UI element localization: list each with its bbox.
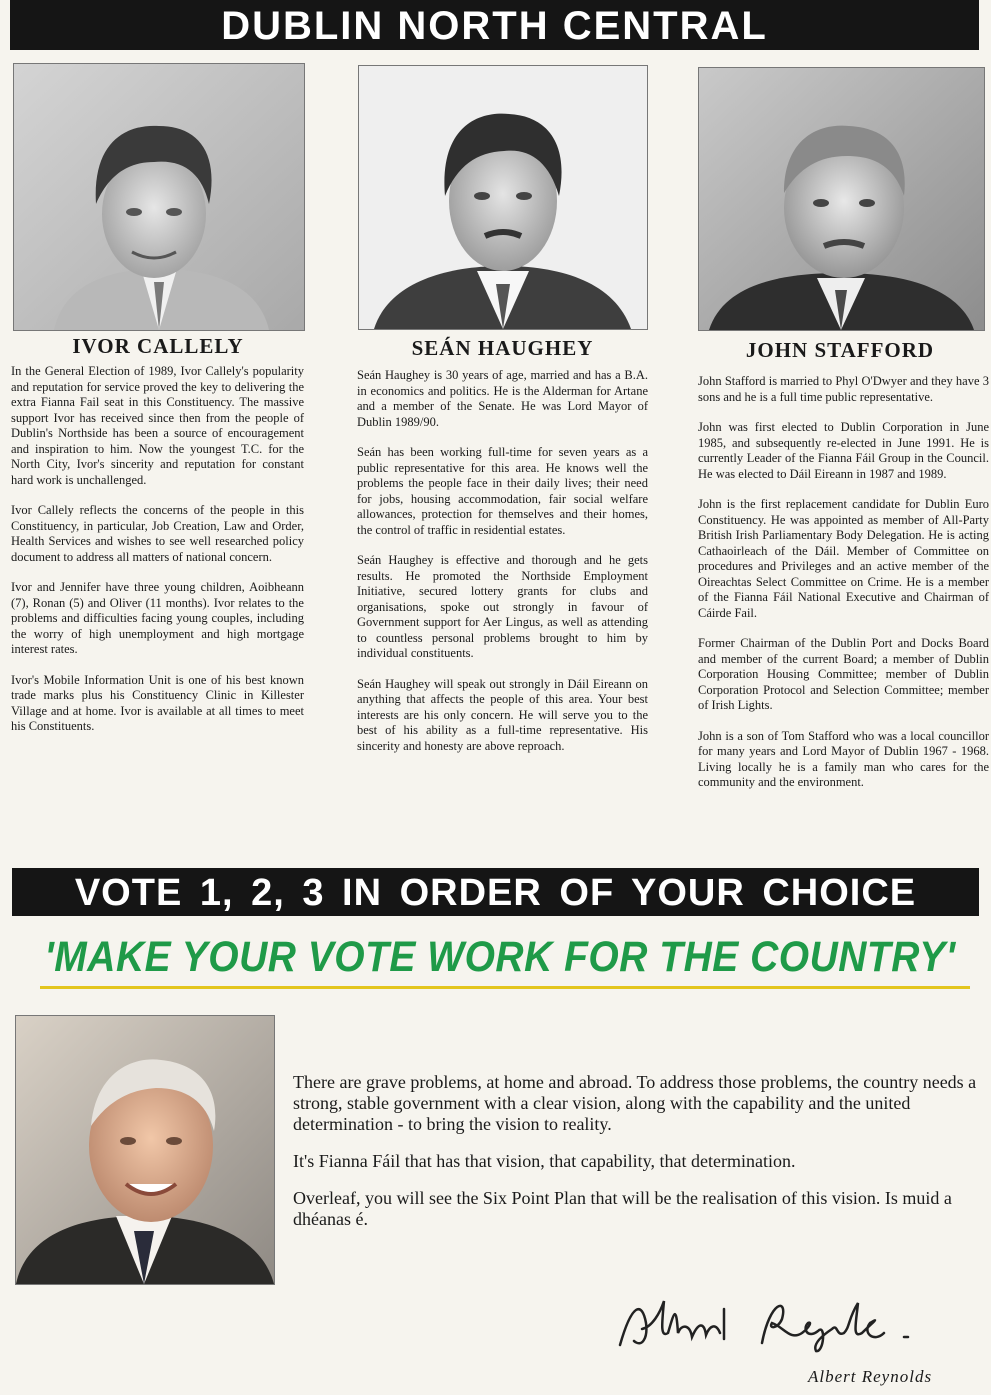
bio-paragraph: In the General Election of 1989, Ivor Callely's popularity and reputation for service proved the key to delivering the extra Fianna Fail seat in this Constituency. The massive support Ivor has received since then from the people of Dublin's Northside has been a source of encouragement and inspiration to him. Now the youngest T.C. for the North City, Ivor's sincerity and reputation for constant hard work is unchallenged. (11, 364, 304, 487)
candidate-name-haughey: SEÁN HAUGHEY (411, 336, 594, 360)
slogan-underline (40, 986, 970, 989)
bio-paragraph: Former Chairman of the Dublin Port and Docks Board and member of the current Board; a member of Dublin Corporation Housing Committee; member of Dublin Corporation Protocol and Selection Committee; member of Irish Lights. (698, 636, 989, 712)
candidate-name-callely: IVOR CALLELY (72, 334, 244, 358)
header-banner: DUBLIN NORTH CENTRAL (10, 0, 979, 50)
bio-paragraph: Seán has been working full-time for seven years as a public representative for this area. He knows well the problems the people face in their daily lives; their need for jobs, housing accommodation, fair social welfare allowances, protection for themselves and their homes, the control of traffic in residential estates. (357, 445, 648, 537)
bio-paragraph: Seán Haughey is effective and thorough and he gets results. He promoted the Northside Employment Initiative, secured lottery grants for clubs and organisations, spoke out strongly in favour of Government support for Aer Lingus, as well as attending to countless personal problems brought to him by individual constituents. (357, 553, 648, 660)
vote-banner: VOTE 1, 2, 3 IN ORDER OF YOUR CHOICE (12, 868, 979, 916)
leader-photo (15, 1015, 275, 1285)
candidate-photo-haughey (358, 65, 648, 330)
bio-paragraph: Ivor Callely reflects the concerns of the people in this Constituency, in particular, Job Creation, Law and Order, Health Services and wishes to see well researched policy document to address all matters of national concern. (11, 503, 304, 564)
candidate-photo-stafford (698, 67, 985, 331)
candidate-photo-callely (13, 63, 305, 331)
message-paragraph: Overleaf, you will see the Six Point Plan that will be the realisation of this vision. Is muid a dhéanas é. (293, 1188, 952, 1229)
message-paragraph: There are grave problems, at home and abroad. To address those problems, the country needs a strong, stable government with a clear vision, along with the capability and the united determination - to bring the vision to reality. (293, 1072, 977, 1134)
bio-paragraph: Seán Haughey is 30 years of age, married and has a B.A. in economics and politics. He is the Alderman for Artane and a member of the Senate. He was Lord Mayor of Dublin 1989/90. (357, 368, 648, 429)
candidate-bio-haughey (357, 368, 648, 769)
handwritten-signature (612, 1293, 942, 1355)
candidate-name-stafford: JOHN STAFFORD (745, 338, 935, 362)
bio-paragraph: Ivor's Mobile Information Unit is one of his best known trade marks plus his Constituency Clinic in Killester Village and at home. Ivor is available at all times to meet his Constituents. (11, 672, 304, 733)
slogan: 'MAKE YOUR VOTE WORK FOR THE COUNTRY' (44, 933, 956, 982)
bio-paragraph: Ivor and Jennifer have three young children, Aoibheann (7), Ronan (5) and Oliver (11 months). Ivor relates to the problems and difficulties facing young couples, including the worry of high unemployment and high mortgage interest rates. (11, 580, 304, 656)
candidate-bio-callely (11, 364, 304, 750)
bio-paragraph: John is a son of Tom Stafford who was a local councillor for many years and Lord Mayor of Dublin 1967 - 1968. Living locally he is a family man who cares for the community and the environment. (698, 728, 989, 789)
bio-paragraph: John Stafford is married to Phyl O'Dwyer and they have 3 sons and he is a full time public representative. (698, 374, 989, 404)
bio-paragraph: Seán Haughey will speak out strongly in Dáil Eireann on anything that affects the people of this area. Your best interests are his only concern. He will serve you to the best of his ability as a full-time representative. His sincerity and honesty are above reproach. (357, 676, 648, 753)
bio-paragraph: John is the first replacement candidate for Dublin Euro Constituency. He was appointed as member of All-Party British Irish Parliamentary Body Delegation. He is acting Cathaoirleach of the Dáil. Member of Committee on procedures and Privileges and an active member of the Oireachtas Select Committee on Crime. He is a member of the Fianna Fáil National Executive and Chairman of Cáirde Fail. (698, 497, 989, 620)
leader-message (293, 1072, 983, 1246)
bio-paragraph: John was first elected to Dublin Corporation in June 1985, and subsequently re-elected in June 1991. He is currently Leader of the Fianna Fáil Group in the Council. He was elected to Dáil Eireann in 1987 and 1989. (698, 420, 989, 481)
candidate-bio-stafford (698, 374, 989, 806)
message-paragraph: It's Fianna Fáil that has that vision, that capability, that determination. (293, 1151, 796, 1171)
signatory-name: Albert Reynolds (808, 1367, 933, 1386)
